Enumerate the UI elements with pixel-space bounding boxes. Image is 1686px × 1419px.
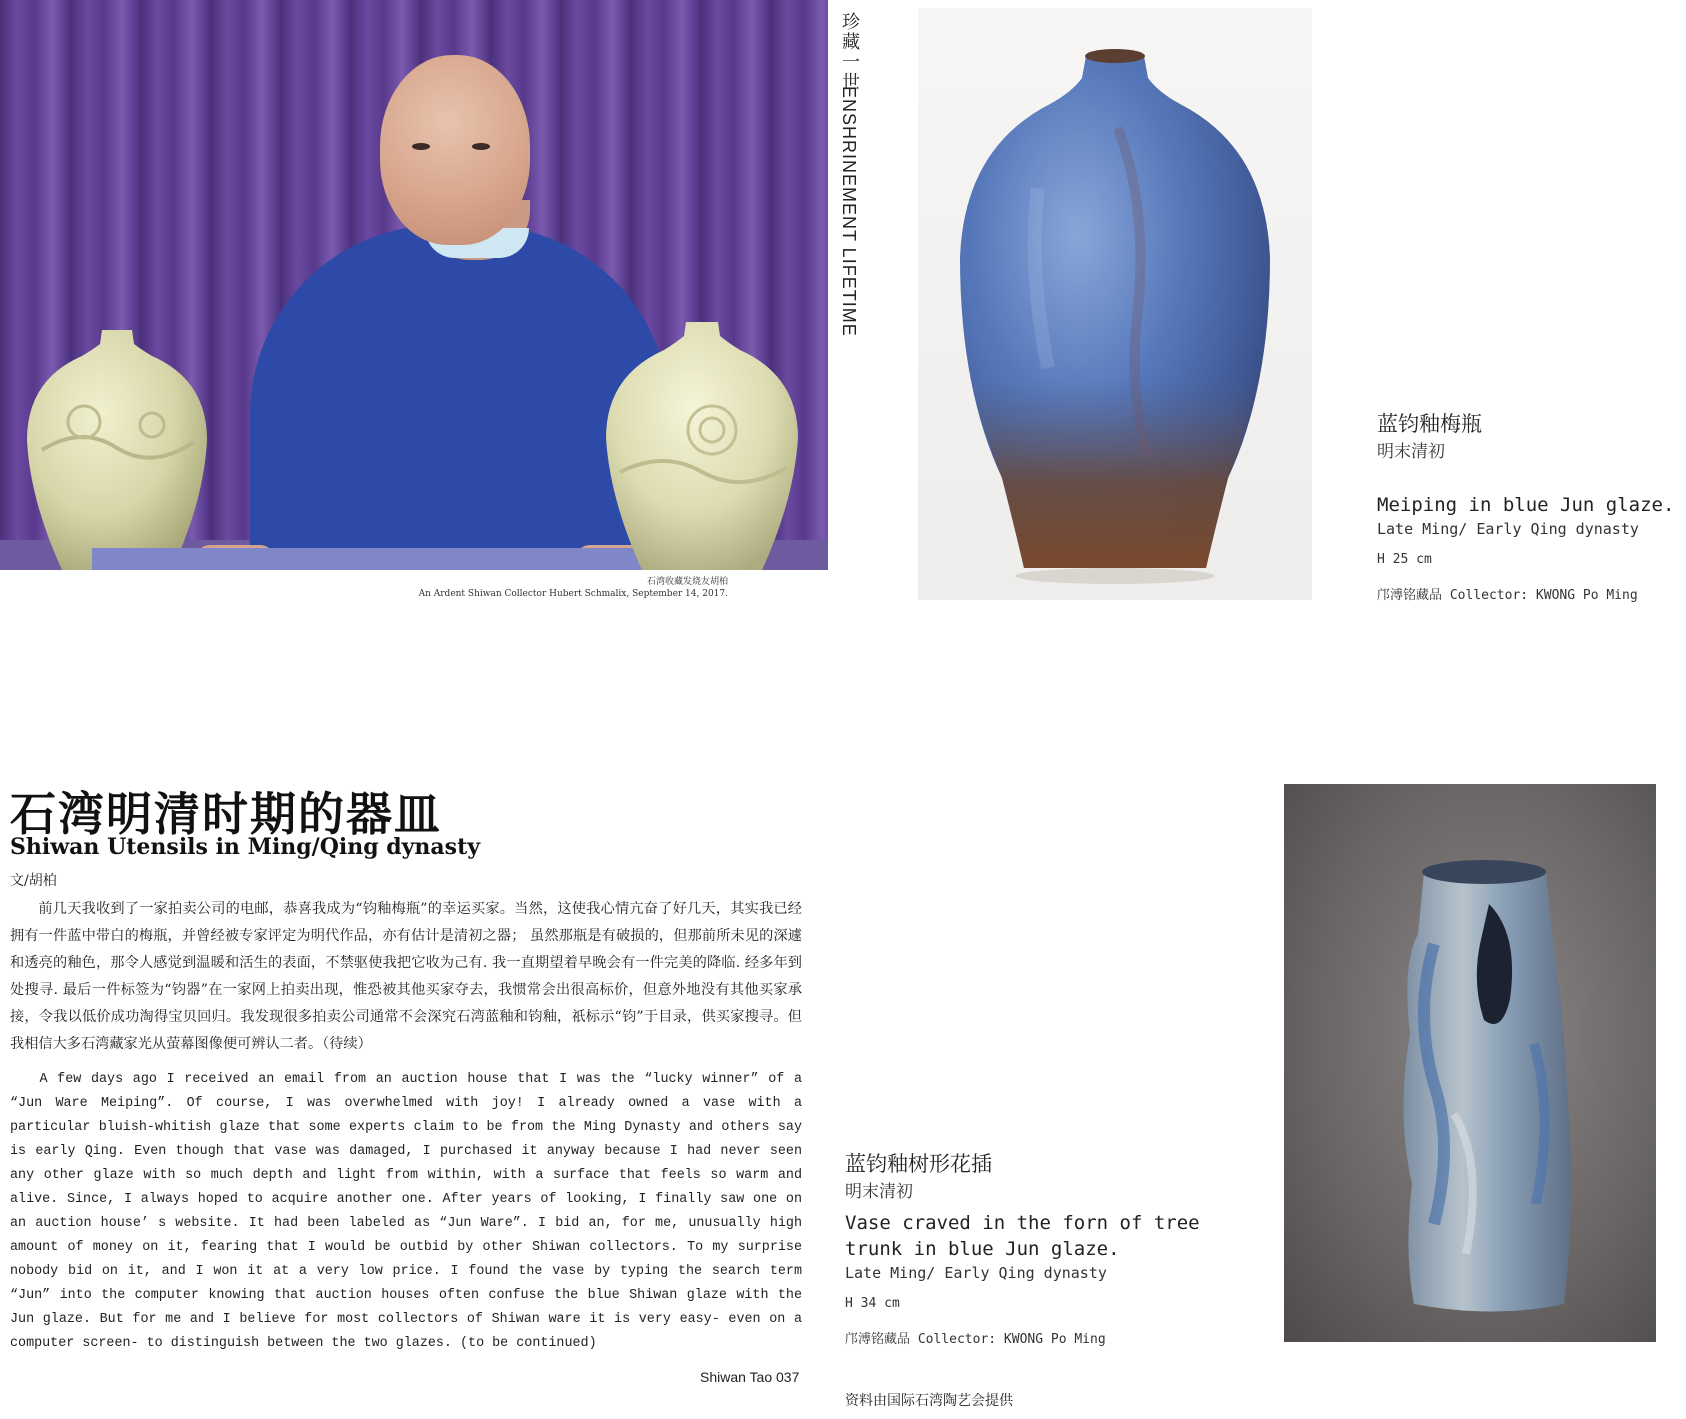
article-title-chinese: 石湾明清时期的器皿 xyxy=(10,787,442,841)
item1-period-chinese: 明末清初 xyxy=(1377,442,1445,462)
item2-height: H 34 cm xyxy=(845,1296,900,1311)
man-head xyxy=(380,55,530,245)
section-title-chinese: 珍藏一世 xyxy=(839,12,860,92)
item1-name-chinese: 蓝钧釉梅瓶 xyxy=(1377,412,1482,436)
article-body-english: A few days ago I received an email from an auction house that I was the “lucky winner” of a “Jun Ware Meiping”. Of course, I was overwhelmed with joy! I already owned a vase with a particular bluish-whitish glaze that some experts claim to be from the Ming Dynasty and others say is early Qing. Even though that vase was damaged, I purchased it anyway because I had never seen any other glaze with so much depth and light from within, with a surface that feels so warm and alive. Since, I always hoped to acquire another one. After years of looking, I finally saw one on an auction house’ s website. It had been labeled as “Jun Ware”. I bid an, for me, unusually high amount of money on it, fearing that I would be outbid by other Shiwan collectors. To my surprise nobody bid on it, and I won it at a very low price. I found the vase by typing the search term “Jun” into the computer knowing that auction houses often confuse the blue Shiwan glaze with the Jun glaze. But for me and I believe for most collectors of Shiwan ware it is very easy- even on a computer screen- to distinguish between the two glazes. (to be continued) xyxy=(10,1072,802,1351)
item1-collector: 邝溥铭藏品 Collector: KWONG Po Ming xyxy=(1377,588,1638,603)
photo-caption-chinese: 石湾收藏发烧友胡柏 xyxy=(646,577,728,587)
item1-period-english: Late Ming/ Early Qing dynasty xyxy=(1377,520,1639,538)
collector-portrait-photo xyxy=(0,0,828,570)
item2-period-english: Late Ming/ Early Qing dynasty xyxy=(845,1264,1107,1282)
tree-trunk-vase-image xyxy=(1284,784,1656,1342)
section-title-english: ENSHRINEMENT LIFETIME xyxy=(839,86,859,337)
article-author: 文/胡柏 xyxy=(10,873,57,889)
item2-name-english-line1: Vase craved in the forn of tree xyxy=(845,1212,1200,1234)
item2-collector: 邝溥铭藏品 Collector: KWONG Po Ming xyxy=(845,1332,1106,1347)
right-celadon-vase-image xyxy=(602,322,802,570)
left-celadon-vase-image xyxy=(22,330,212,570)
blue-jun-meiping-photo xyxy=(918,8,1312,600)
tree-trunk-vase-photo xyxy=(1284,784,1656,1342)
article-title-english: Shiwan Utensils in Ming/Qing dynasty xyxy=(10,834,481,860)
man-right-eye xyxy=(472,143,490,150)
item1-name-english: Meiping in blue Jun glaze. xyxy=(1377,494,1675,516)
man-left-eye xyxy=(412,143,430,150)
article-body-chinese: 前几天我收到了一家拍卖公司的电邮，恭喜我成为“钧釉梅瓶”的幸运买家。当然，这使我心情亢奋了好几天，其实我已经拥有一件蓝中带白的梅瓶，并曾经被专家评定为明代作品，亦有估计是清初之器； 虽然那瓶是有破损的，但那前所未见的深遽和透亮的釉色，那令人感觉到温暖和活生的表面，不禁驱使我把它收为己有. 我一直期望着早晚会有一件完美的降临. 经多年到处搜寻. 最后一件标签为“钧器”在一家网上拍卖出现，惟恐被其他买家夺去，我惯常会出很高标价，但意外地没有其他买家承接，令我以低价成功淘得宝贝回归。我发现很多拍卖公司通常不会深究石湾蓝釉和钧釉，祇标示“钧”于目录，供买家搜寻。但我相信大多石湾藏家光从萤幕图像便可辨认二者。（待续） xyxy=(10,901,802,1052)
item2-name-chinese: 蓝钧釉树形花插 xyxy=(845,1152,992,1176)
blue-meiping-vase-image xyxy=(918,8,1312,600)
item1-height: H 25 cm xyxy=(1377,552,1432,567)
source-credit: 资料由国际石湾陶艺会提供 xyxy=(845,1393,1013,1409)
page-number: Shiwan Tao 037 xyxy=(700,1369,800,1385)
photo-caption-english: An Ardent Shiwan Collector Hubert Schmalix, September 14, 2017. xyxy=(418,589,728,599)
item2-period-chinese: 明末清初 xyxy=(845,1182,913,1202)
item2-name-english-line2: trunk in blue Jun glaze. xyxy=(845,1238,1120,1260)
